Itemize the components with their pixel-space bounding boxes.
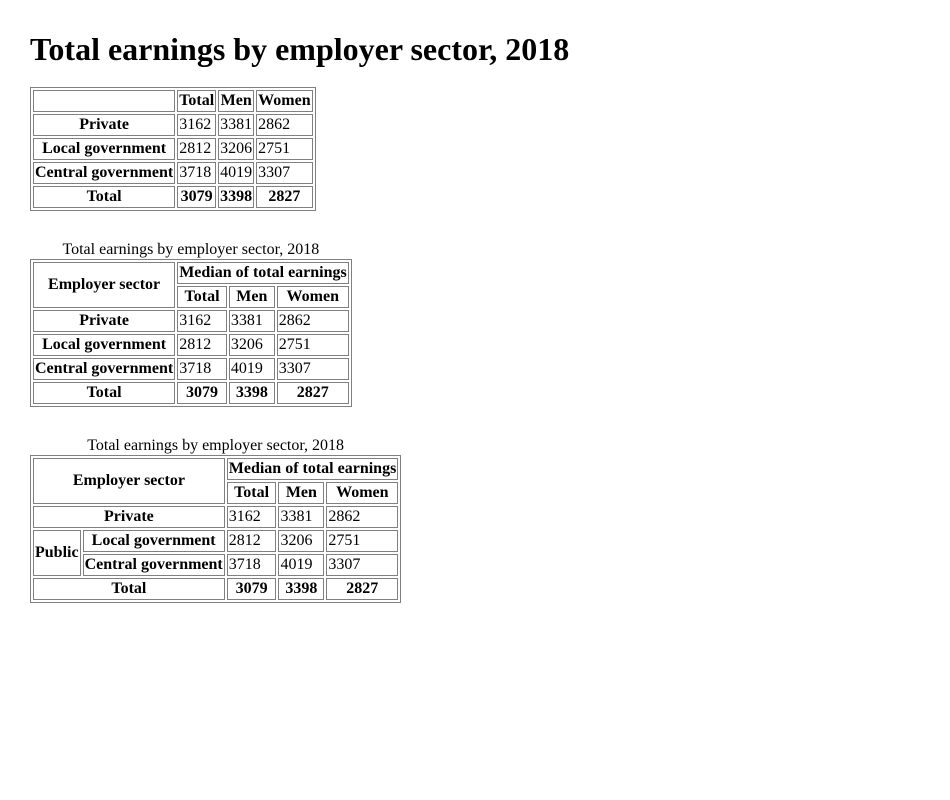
men-column-header: Men bbox=[229, 286, 275, 308]
cell-local-total: 2812 bbox=[177, 138, 216, 160]
cell-local-men: 3206 bbox=[278, 530, 324, 552]
cell-total-men: 3398 bbox=[278, 578, 324, 600]
row-header-private: Private bbox=[33, 114, 175, 136]
table-row bbox=[33, 138, 313, 160]
table-caption: Total earnings by employer sector, 2018 bbox=[87, 437, 345, 454]
cell-central-men: 4019 bbox=[229, 358, 275, 380]
cell-total-men: 3398 bbox=[218, 186, 254, 208]
cell-central-men: 4019 bbox=[218, 162, 254, 184]
cell-total-total: 3079 bbox=[227, 578, 277, 600]
row-header-central-government: Central government bbox=[83, 554, 225, 576]
table-row bbox=[33, 530, 398, 552]
total-column-header: Total bbox=[177, 286, 227, 308]
men-column-header: Men bbox=[278, 482, 324, 504]
median-earnings-group-header: Median of total earnings bbox=[227, 458, 399, 480]
cell-total-total: 3079 bbox=[177, 186, 216, 208]
earnings-table-nested bbox=[30, 437, 401, 603]
cell-private-total: 3162 bbox=[227, 506, 277, 528]
table-row bbox=[33, 334, 349, 356]
row-header-central-government: Central government bbox=[33, 162, 175, 184]
row-header-central-government: Central government bbox=[33, 358, 175, 380]
women-column-header: Women bbox=[277, 286, 349, 308]
cell-total-total: 3079 bbox=[177, 382, 227, 404]
cell-private-women: 2862 bbox=[277, 310, 349, 332]
cell-local-men: 3206 bbox=[229, 334, 275, 356]
cell-central-total: 3718 bbox=[227, 554, 277, 576]
cell-local-men: 3206 bbox=[218, 138, 254, 160]
cell-total-women: 2827 bbox=[256, 186, 312, 208]
cell-private-women: 2862 bbox=[326, 506, 398, 528]
median-earnings-group-header: Median of total earnings bbox=[177, 262, 349, 284]
men-column-header: Men bbox=[218, 90, 254, 112]
table-caption: Total earnings by employer sector, 2018 bbox=[62, 241, 320, 258]
row-header-public: Public bbox=[33, 530, 81, 576]
earnings-table-grouped bbox=[30, 241, 352, 407]
cell-private-women: 2862 bbox=[256, 114, 312, 136]
table-row bbox=[33, 162, 313, 184]
women-column-header: Women bbox=[326, 482, 398, 504]
total-column-header: Total bbox=[177, 90, 216, 112]
cell-local-women: 2751 bbox=[256, 138, 312, 160]
cell-central-total: 3718 bbox=[177, 358, 227, 380]
row-header-local-government: Local government bbox=[33, 334, 175, 356]
cell-local-women: 2751 bbox=[326, 530, 398, 552]
cell-private-men: 3381 bbox=[229, 310, 275, 332]
corner-header-cell bbox=[33, 90, 175, 112]
total-row bbox=[33, 186, 313, 208]
page-title: Total earnings by employer sector, 2018 bbox=[30, 31, 570, 67]
table-row bbox=[33, 114, 313, 136]
table-row bbox=[33, 506, 398, 528]
cell-private-total: 3162 bbox=[177, 310, 227, 332]
row-header-local-government: Local government bbox=[83, 530, 225, 552]
header-row bbox=[33, 458, 398, 480]
cell-local-total: 2812 bbox=[227, 530, 277, 552]
total-row bbox=[33, 578, 398, 600]
earnings-table-simple bbox=[30, 87, 316, 211]
cell-central-total: 3718 bbox=[177, 162, 216, 184]
row-header-total: Total bbox=[33, 186, 175, 208]
row-header-private: Private bbox=[33, 506, 225, 528]
table-row bbox=[33, 310, 349, 332]
cell-total-women: 2827 bbox=[326, 578, 398, 600]
cell-local-total: 2812 bbox=[177, 334, 227, 356]
cell-central-men: 4019 bbox=[278, 554, 324, 576]
table-row bbox=[33, 358, 349, 380]
cell-central-women: 3307 bbox=[326, 554, 398, 576]
employer-sector-header: Employer sector bbox=[33, 262, 175, 308]
row-header-private: Private bbox=[33, 310, 175, 332]
row-header-local-government: Local government bbox=[33, 138, 175, 160]
cell-local-women: 2751 bbox=[277, 334, 349, 356]
cell-total-women: 2827 bbox=[277, 382, 349, 404]
header-row bbox=[33, 90, 313, 112]
cell-private-men: 3381 bbox=[218, 114, 254, 136]
header-row bbox=[33, 262, 349, 284]
employer-sector-header: Employer sector bbox=[33, 458, 225, 504]
total-column-header: Total bbox=[227, 482, 277, 504]
table-row bbox=[33, 554, 398, 576]
cell-total-men: 3398 bbox=[229, 382, 275, 404]
women-column-header: Women bbox=[256, 90, 312, 112]
cell-private-total: 3162 bbox=[177, 114, 216, 136]
row-header-total: Total bbox=[33, 578, 225, 600]
row-header-total: Total bbox=[33, 382, 175, 404]
cell-central-women: 3307 bbox=[277, 358, 349, 380]
cell-central-women: 3307 bbox=[256, 162, 312, 184]
total-row bbox=[33, 382, 349, 404]
cell-private-men: 3381 bbox=[278, 506, 324, 528]
